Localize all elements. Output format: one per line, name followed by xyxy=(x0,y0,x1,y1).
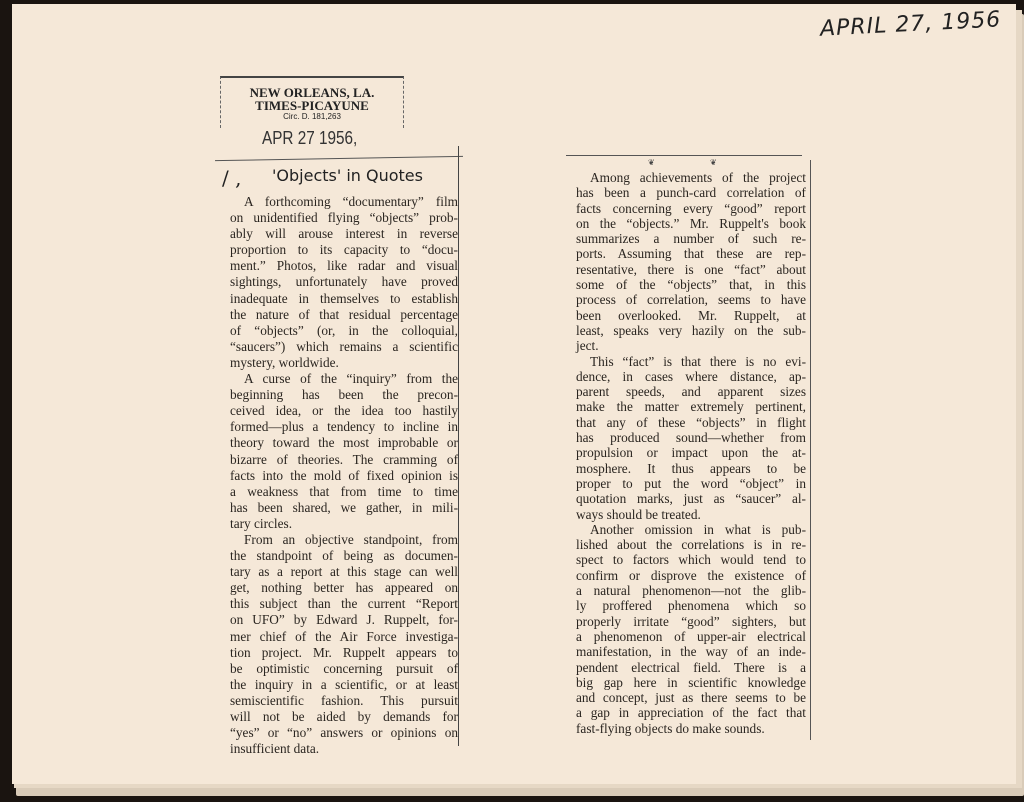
text-line: that any of these “objects” in flight xyxy=(576,414,806,430)
text-line: beginning has been the precon- xyxy=(230,387,458,403)
paragraph xyxy=(576,354,806,522)
paragraph xyxy=(230,194,458,371)
text-line: parent speeds, and apparent sizes xyxy=(576,384,806,400)
text-line: bizarre of theories. The cramming of xyxy=(230,451,458,467)
stamp-city: NEW ORLEANS, LA. xyxy=(249,85,375,100)
stamp-circulation: Circ. D. 181,263 xyxy=(283,112,341,121)
text-line: a gap in appreciation of the fact that xyxy=(576,705,806,721)
text-line: A forthcoming “documentary” film xyxy=(244,194,458,209)
column-rule xyxy=(810,160,811,740)
text-line: dence, in cases where distance, ap- xyxy=(576,368,806,384)
text-line: propulsion or impact upon the at- xyxy=(576,445,806,461)
text-line: ways should be treated. xyxy=(576,506,701,522)
text-line: this subject than the current “Report xyxy=(230,596,458,612)
text-line: Among achievements of the project xyxy=(590,170,806,185)
text-line: the inquiry in a scientific, or at least xyxy=(230,676,458,692)
text-line: formed—plus a tendency to incline in xyxy=(230,419,458,435)
text-line: fast-flying objects do make sounds. xyxy=(576,720,765,736)
text-line: “saucers”) which remains a scientific xyxy=(230,338,458,354)
text-line: ports. Assuming that these are rep- xyxy=(576,246,806,262)
text-line: A curse of the “inquiry” from the xyxy=(244,371,458,387)
text-line: will not be aided by demands for xyxy=(230,709,458,724)
text-line: on unidentified flying “objects” prob- xyxy=(230,210,458,226)
text-line: of “objects” (or, in the colloquial, xyxy=(230,322,458,338)
handwritten-date: APRIL 27, 1956 xyxy=(819,7,1002,42)
text-line: facts into the mold of fixed opinion is xyxy=(230,467,458,483)
text-line: ject. xyxy=(576,338,599,354)
text-line: has been a punch-card correlation of xyxy=(576,185,806,201)
text-line: a weakness that from time to time xyxy=(230,483,458,499)
text-line: ceived idea, or the idea too hastily xyxy=(230,403,458,419)
text-line: get, nothing better has appeared on xyxy=(230,580,458,596)
text-line: summarizes a number of such re- xyxy=(576,231,806,247)
text-line: spect to factors which would tend to xyxy=(576,552,806,568)
text-line: manifestation, in the way of an inde- xyxy=(576,644,806,660)
text-line: ly proffered phenomena which so xyxy=(576,598,806,614)
ornament-icon: ❦ xyxy=(648,158,655,167)
text-line: least, speaks very hazily on the sub- xyxy=(576,322,806,338)
text-line: ment.” Photos, like radar and visual xyxy=(230,258,458,274)
text-line: mer chief of the Air Force investiga- xyxy=(230,628,458,644)
text-line: on UFO” by Edward J. Ruppelt, for- xyxy=(230,612,458,628)
text-line: and concept, just as there seems to be xyxy=(576,690,806,706)
text-line: has produced sound—whether from xyxy=(576,430,806,446)
divider xyxy=(566,155,802,156)
text-line: Another omission in what is pub- xyxy=(590,521,806,537)
text-line: proper to put the word “object” in xyxy=(576,475,806,491)
text-line: the nature of that residual percentage xyxy=(230,306,458,322)
paragraph xyxy=(576,170,806,354)
text-line: mystery, worldwide. xyxy=(230,354,339,370)
newspaper-stamp xyxy=(220,76,404,128)
text-line: the standpoint of being as documen- xyxy=(230,548,458,564)
text-line: This “fact” is that there is no evi- xyxy=(590,353,806,369)
text-line: tary as a report at this stage can well xyxy=(230,564,458,580)
text-line: resentative, there is one “fact” about xyxy=(576,261,806,277)
text-line: semiscientific fashion. This pursuit xyxy=(230,692,458,708)
stamp-paper: TIMES-PICAYUNE xyxy=(255,98,369,113)
text-line: proportion to its capacity to “docu- xyxy=(230,242,458,258)
text-line: insufficient data. xyxy=(230,741,320,757)
text-line: be optimistic concerning pursuit of xyxy=(230,660,458,676)
text-line: has been shared, we gather, in mili- xyxy=(230,499,458,515)
text-line: confirm or disprove the existence of xyxy=(576,567,806,583)
text-line: make the matter extremely pertinent, xyxy=(576,399,806,415)
text-line: sightings, unfortunately have proved xyxy=(230,274,458,290)
text-line: From an objective standpoint, from xyxy=(244,531,458,547)
text-line: been overlooked. Mr. Ruppelt, at xyxy=(576,307,806,323)
article-headline: 'Objects' in Quotes xyxy=(272,166,423,185)
text-line: process of correlation, seems to have xyxy=(576,292,806,308)
text-line: ably will arouse interest in reverse xyxy=(230,226,458,242)
text-line: a phenomenon of upper-air electrical xyxy=(576,628,806,644)
text-line: lished about the correlations is in re- xyxy=(576,537,806,553)
paragraph xyxy=(230,532,458,757)
pen-mark: / , xyxy=(222,166,242,190)
article-column-1 xyxy=(230,194,458,757)
text-line: tion project. Mr. Ruppelt appears to xyxy=(230,644,458,660)
text-line: “yes” or “no” answers or opinions on xyxy=(230,725,458,741)
text-line: quotation marks, just as “saucer” al- xyxy=(576,491,806,507)
text-line: facts concerning every “good” report xyxy=(576,200,806,216)
stamp-date: APR 27 1956, xyxy=(262,128,358,148)
text-line: inadequate in themselves to establish xyxy=(230,290,458,306)
ornament-icon: ❦ xyxy=(710,158,717,167)
text-line: on the “objects.” Mr. Ruppelt's book xyxy=(576,215,806,231)
text-line: pendent electrical field. There is a xyxy=(576,659,806,675)
article-column-2 xyxy=(576,170,806,736)
text-line: big gap here in scientific knowledge xyxy=(576,674,806,690)
text-line: a natural phenomenon—not the glib- xyxy=(576,583,806,599)
paragraph xyxy=(230,371,458,532)
scanned-page xyxy=(12,4,1016,784)
text-line: theory toward the most improbable or xyxy=(230,435,458,451)
text-line: mosphere. It thus appears to be xyxy=(576,460,806,476)
text-line: some of the “objects” that, in this xyxy=(576,277,806,293)
text-line: properly irritate “good” sighters, but xyxy=(576,613,806,629)
paragraph xyxy=(576,522,806,736)
text-line: tary circles. xyxy=(230,515,293,531)
column-rule xyxy=(458,146,459,746)
